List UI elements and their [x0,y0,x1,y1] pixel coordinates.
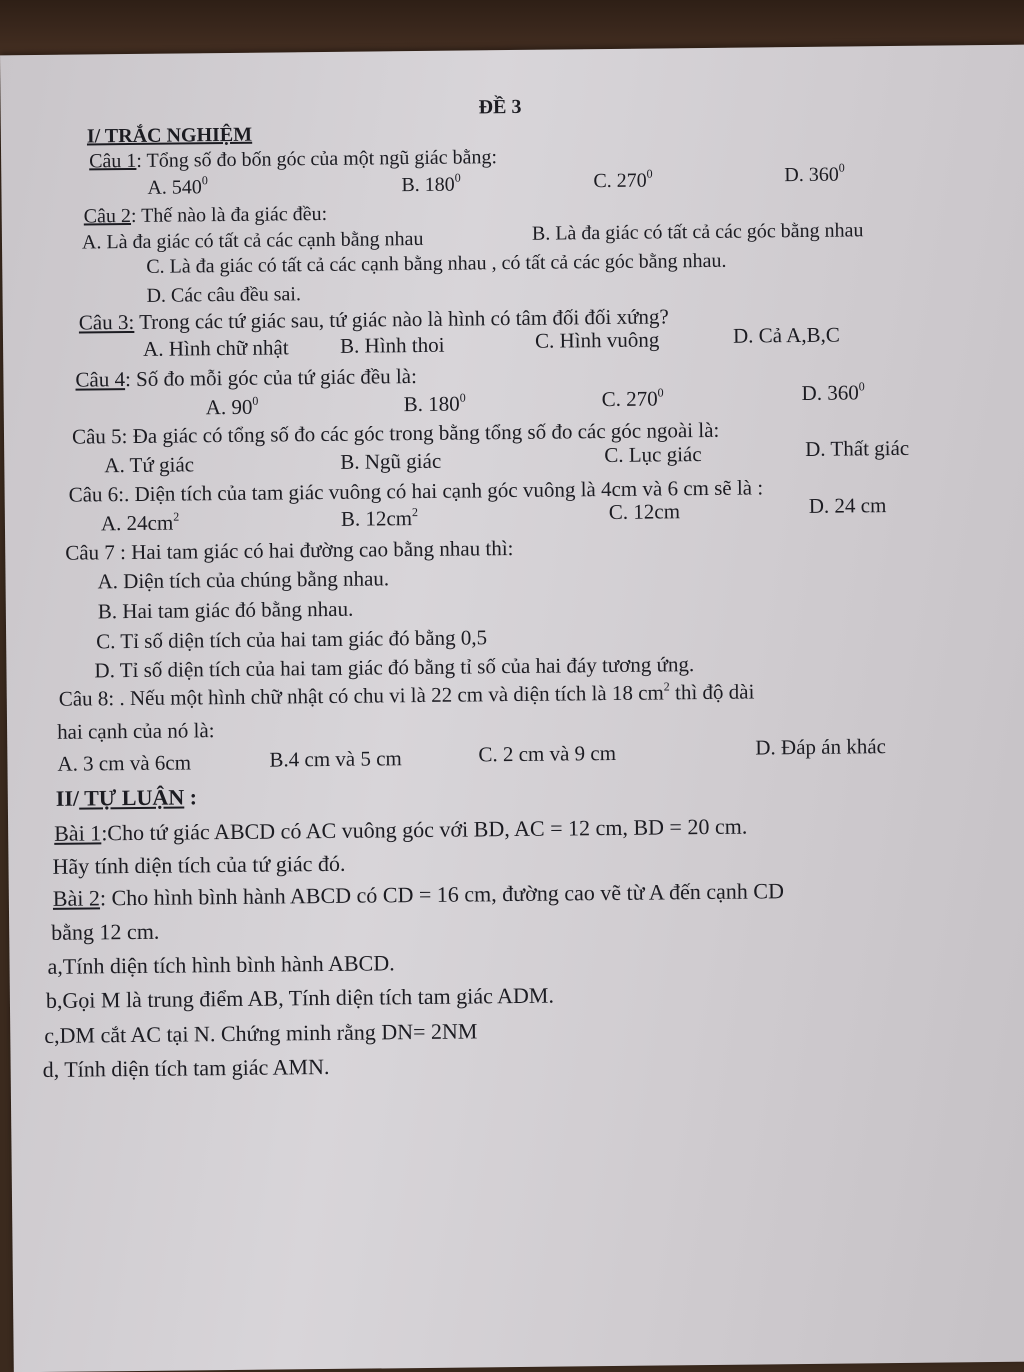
question-8 [59,681,755,709]
answer-text: B. 180 [401,173,455,197]
answer-3a: A. Hình chữ nhật [142,335,289,361]
answer-4d [801,379,865,405]
question-4 [75,366,417,391]
section-title-colon: : [184,784,198,810]
answer-7d: D. Tỉ số diện tích của hai tam giác đó bằng tỉ số của hai đáy tương ứng. [94,652,695,683]
problem-text: : Cho hình bình hành ABCD có CD = 16 cm, đường cao vẽ từ A đến cạnh CD [99,878,785,911]
answer-8d: D. Đáp án khác [755,734,887,760]
question-text-end: thì độ dài [669,679,755,705]
section-title-essay [56,786,197,809]
answer-1a [147,173,208,199]
answer-7b: B. Hai tam giác đó bằng nhau. [97,596,354,624]
answer-text: D. 360 [801,380,859,405]
degree-mark: 0 [459,390,466,405]
question-text: : Thế nào là đa giác đều: [130,202,328,227]
squared-mark: 2 [173,509,180,524]
question-2 [84,204,328,227]
answer-8a: A. 3 cm và 6cm [57,750,192,776]
squared-mark: 2 [663,679,670,694]
answer-text: A. 24cm [100,510,174,536]
answer-6d: D. 24 cm [808,493,887,518]
answer-text: A. 540 [147,176,202,199]
answer-2c: C. Là đa giác có tất cả các cạnh bằng nhau , có tất cả các góc bằng nhau. [146,249,727,278]
answer-2a: A. Là đa giác có tất cả các cạnh bằng nhau [81,227,424,254]
answer-8c: C. 2 cm và 9 cm [478,740,617,767]
answer-5d: D. Thất giác [805,435,910,461]
question-6: Câu 6:. Diện tích của tam giác vuông có hai cạnh góc vuông là 4cm và 6 cm sẽ là : [68,475,764,507]
answer-2b: B. Là đa giác có tất cả các góc bằng nhau [531,219,864,245]
degree-mark: 0 [454,170,461,185]
answer-8b: B.4 cm và 5 cm [269,746,402,772]
degree-mark: 0 [201,173,208,188]
problem-1-line-2: Hãy tính diện tích của tứ giác đó. [52,850,346,879]
answer-3d: D. Cả A,B,C [732,322,840,348]
degree-mark: 0 [838,160,845,175]
answer-1c [593,166,653,193]
answer-6b [340,505,419,531]
answer-text: B. 180 [403,391,460,417]
answer-text: B. 12cm [340,506,413,531]
section-title-multiple-choice: I/ TRẮC NGHIỆM [86,123,253,148]
question-label: Câu 1 [89,149,137,173]
problem-2-line-2: bằng 12 cm. [51,918,160,945]
problem-2c: c,DM cắt AC tại N. Chứng minh rằng DN= 2NM [44,1018,478,1048]
question-1 [89,147,497,171]
answer-7c: C. Tỉ số diện tích của hai tam giác đó bằng 0,5 [96,625,488,654]
degree-mark: 0 [252,393,259,408]
question-label: Câu 3: [78,309,135,335]
answer-4a [205,393,259,420]
degree-mark: 0 [657,385,664,400]
question-text: : Tổng số đo bốn góc của một ngũ giác bằng: [136,146,498,172]
section-title-text: TỰ LUẬN [78,784,185,811]
problem-label: Bài 1 [54,820,102,846]
answer-4b [403,390,466,417]
answer-text: C. 270 [601,386,658,412]
answer-2d: D. Các câu đều sai. [146,283,302,307]
question-text: : Số đo mỗi góc của tứ giác đều là: [124,364,418,392]
exam-title: ĐỀ 3 [478,95,522,119]
answer-text: A. 90 [205,394,253,420]
question-label: Câu 4 [75,367,126,392]
answer-text: C. 270 [593,169,647,193]
problem-1 [54,813,748,846]
question-8-line-2: hai cạnh của nó là: [56,718,215,744]
question-label: Câu 2 [83,205,132,228]
question-7: Câu 7 : Hai tam giác có hai đường cao bằng nhau thì: [65,536,514,565]
answer-4c [601,385,664,412]
answer-5c: C. Lục giác [604,442,702,468]
question-text: Câu 8: . Nếu một hình chữ nhật có chu vi là 22 cm và diện tích là 18 cm [58,680,664,711]
problem-2a: a,Tính diện tích hình bình hành ABCD. [47,950,395,979]
answer-text: D. 360 [784,163,839,187]
question-5: Câu 5: Đa giác có tổng số đo các góc trong bằng tổng số đo các góc ngoài là: [71,417,720,449]
problem-text: :Cho tứ giác ABCD có AC vuông góc với BD, AC = 12 cm, BD = 20 cm. [101,813,748,846]
answer-5a: A. Tứ giác [104,452,195,478]
exam-paper [0,45,1024,1372]
problem-label: Bài 2 [52,885,101,911]
degree-mark: 0 [646,166,653,181]
answer-7a: A. Diện tích của chúng bằng nhau. [97,566,390,594]
answer-3c: C. Hình vuông [534,327,660,353]
problem-2 [53,880,784,910]
squared-mark: 2 [411,505,419,520]
answer-3b: B. Hình thoi [339,332,445,358]
answer-6c: C. 12cm [608,499,681,525]
question-text: Trong các tứ giác sau, tứ giác nào là hình có tâm đối đối xứng? [134,304,669,334]
section-number: II/ [55,785,80,811]
answer-5b: B. Ngũ giác [340,448,442,474]
problem-2d: d, Tính diện tích tam giác AMN. [42,1053,330,1082]
answer-1b [401,170,461,197]
degree-mark: 0 [858,379,865,394]
answer-1d [784,160,845,187]
answer-6a [100,509,180,536]
problem-2b: b,Gọi M là trung điểm AB, Tính diện tích tam giác ADM. [45,982,555,1013]
